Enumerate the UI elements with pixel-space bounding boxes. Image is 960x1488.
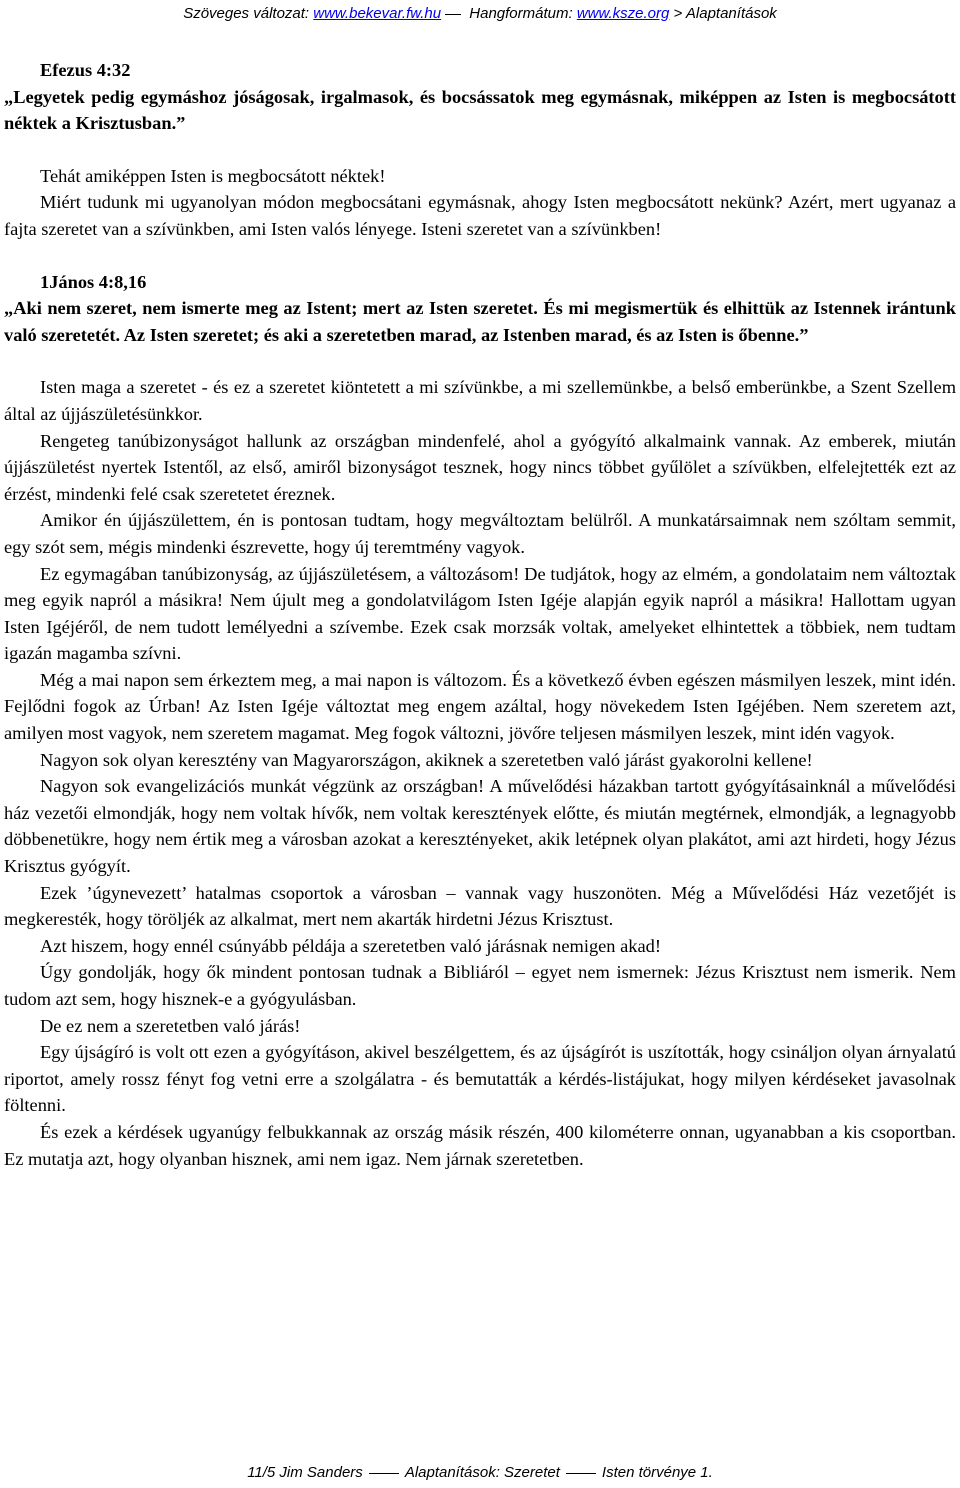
document-body — [4, 57, 956, 1172]
bekevar-link[interactable]: www.bekevar.fw.hu — [313, 5, 442, 22]
paragraph: Nagyon sok evangelizációs munkát végzünk az országban! A művelődési házakban tartott gyógyításainknál a művelődési ház vezetői elmondják, hogy nem voltak hívők, nem voltak keresztények előtte, és miután megtérnek, elmondják, a legnagyobb döbbenetükre, hogy nem értik meg a városban azokat a keresztényeket, akik letépnek olyan plakátot, ami azt hirdeti, hogy Jézus Krisztus gyógyít. — [4, 776, 956, 877]
scripture-reference-2: 1János 4:8,16 — [40, 271, 147, 292]
header-prefix: Szöveges változat: — [183, 5, 314, 22]
ksze-link[interactable]: www.ksze.org — [576, 5, 670, 22]
paragraph: De ez nem a szeretetben való járás! — [40, 1015, 301, 1036]
spacer — [4, 137, 956, 163]
header-middle: Hangformátum: — [465, 5, 577, 22]
scripture-reference-1: Efezus 4:32 — [40, 60, 131, 80]
paragraph: És ezek a kérdések ugyanúgy felbukkannak az ország másik részén, 400 kilométerre onnan, ugyanabban a kis csoportban. Ez mutatja azt, hogy olyanban hisznek, ami nem igaz. Nem járnak szeretetben. — [4, 1121, 956, 1169]
paragraph: Egy újságíró is volt ott ezen a gyógyításon, akivel beszélgettem, és az újságírót is uszították, hogy csináljon olyan árnyalatú riportot, amely rossz fényt fog vetni erre a szolgálatra - és bemutatták a kérdés-listájukat, hogy milyen kérdéseket javasolnak föltenni. — [4, 1042, 956, 1116]
paragraph: Miért tudunk mi ugyanolyan módon megbocsátani egymásnak, ahogy Isten megbocsátott nekünk? Azért, mert ugyanaz a fajta szeretet van a szívünkben, ami Isten valós lényege. Isteni szeretet van a szívünkben! — [4, 192, 956, 239]
spacer — [4, 348, 956, 374]
paragraph: Úgy gondolják, hogy ők mindent pontosan tudnak a Bibliáról – egyet nem ismernek: Jézus Krisztust nem ismerik. Nem tudom azt sem, hogy hisznek-e a gyógyulásban. — [4, 962, 956, 1009]
paragraph: Még a mai napon sem érkeztem meg, a mai napon is változom. És a következő évben egészen másmilyen leszek, mint idén. Fejlődni fogok az Úrban! Az Isten Igéje változtat meg engem azáltal, hogy növekedem Isten Igéjében. Nem szeretem azt, amilyen most vagyok, nem szeretem magamat. Meg fogok változni, jövőre teljesen másmilyen leszek, mint idén vagyok. — [4, 669, 956, 744]
paragraph: Nagyon sok olyan keresztény van Magyarországon, akiknek a szeretetben való járást gyakorolni kellene! — [40, 749, 813, 770]
scripture-quote-2: „Aki nem szeret, nem ismerte meg az Istent; mert az Isten szeretet. És mi megismertük és elhittük az Istennek irántunk való szeretetét. Az Isten szeretet; és aki a szeretetben marad, az Istenben marad, és az Isten is őbenne.” — [4, 298, 956, 345]
footer-middle: Alaptanítások: Szeretet — [404, 1464, 560, 1481]
paragraph: Ezek ’úgynevezett’ hatalmas csoportok a városban – vannak vagy huszonöten. Még a Művelődési Ház vezetőjét is megkeresték, hogy töröljék az alkalmat, mert nem akarták hirdetni Jézus Krisztust. — [4, 882, 956, 930]
page-footer — [0, 1464, 960, 1482]
paragraph: Azt hiszem, hogy ennél csúnyább példája a szeretetben való járásnak nemigen akad! — [40, 935, 661, 956]
paragraph: Amikor én újjászülettem, én is pontosan tudtam, hogy megváltoztam belülről. A munkatársaimnak nem szóltam semmit, egy szót sem, mégis mindenki észrevette, hogy új teremtmény vagyok. — [4, 510, 956, 557]
page-header — [0, 5, 960, 23]
spacer — [4, 243, 956, 269]
footer-dash — [369, 1473, 399, 1474]
footer-left: 11/5 Jim Sanders — [247, 1464, 363, 1481]
header-dash — [445, 14, 461, 15]
header-suffix: > Alaptanítások — [669, 5, 777, 22]
paragraph: Isten maga a szeretet - és ez a szeretet kiöntetett a mi szívünkbe, a mi szellemünkbe, a belső emberünkbe, a Szent Szellem által az újjászületésünkkor. — [4, 377, 956, 424]
paragraph: Tehát amiképpen Isten is megbocsátott néktek! — [40, 165, 386, 186]
footer-right: Isten törvénye 1. — [601, 1464, 713, 1481]
footer-dash — [566, 1473, 596, 1474]
paragraph: Ez egymagában tanúbizonyság, az újjászületésem, a változásom! De tudjátok, hogy az elmém, a gondolataim nem változtak meg egyik napról a másikra! Nem újult meg a gondolatvilágom Isten Igéje alapján egyik napról a másikra! Hallottam ugyan Isten Igéjéről, de nem tudott lemélyedni a szívembe. Ezek csak morzsák voltak, amelyeket elhintettek a többiek, nem tudtam igazán magamba szívni. — [4, 563, 956, 664]
scripture-quote-1: „Legyetek pedig egymáshoz jóságosak, irgalmasok, és bocsássatok meg egymásnak, miképpen az Isten is megbocsátott néktek a Krisztusban.” — [4, 86, 956, 134]
paragraph: Rengeteg tanúbizonyságot hallunk az országban mindenfelé, ahol a gyógyító alkalmaink vannak. Az emberek, miután újjászületést nyertek Istentől, az első, amiről bizonyságot tesznek, hogy nincs többet gyűlölet a szívükben, elfelejtették ezt az érzést, mindenki felé csak szeretetet éreznek. — [4, 430, 956, 504]
